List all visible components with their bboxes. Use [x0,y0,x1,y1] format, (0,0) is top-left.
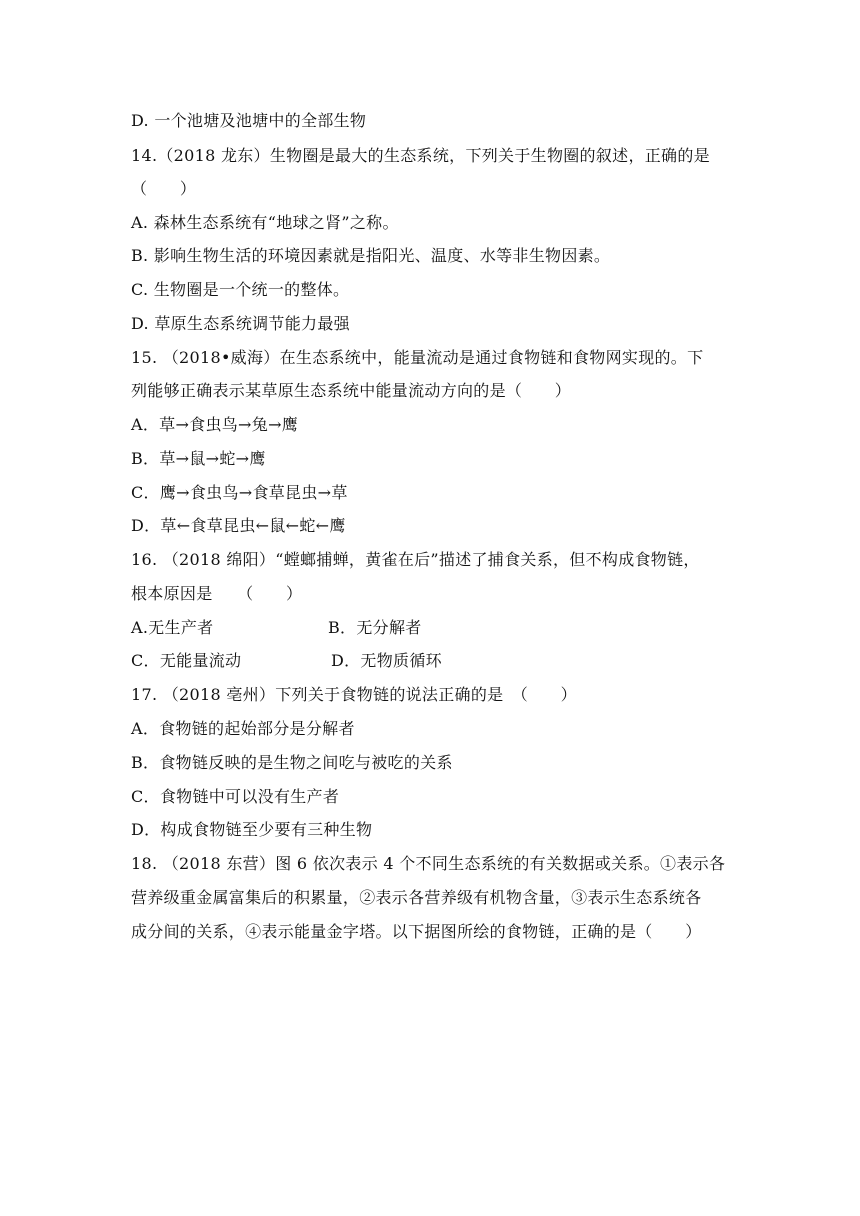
q17-stem: 17. （2018 亳州）下列关于食物链的说法正确的是 （ ） [131,685,577,704]
q15-option-c: C．鹰→食虫鸟→食草昆虫→草 [131,483,348,502]
q14-option-b: B. 影响生物生活的环境因素就是指阳光、温度、水等非生物因素。 [131,246,611,265]
q15-stem-line-1: 15. （2018•威海）在生态系统中，能量流动是通过食物链和食物网实现的。下 [131,348,704,367]
q16-stem-line-2: 根本原因是 （ ） [131,584,303,603]
q14-option-c: C. 生物圈是一个统一的整体。 [131,280,350,299]
q14-stem-line-2: （ ） [131,179,197,198]
q16-stem-line-1: 16. （2018 绵阳）“螳螂捕蝉，黄雀在后”描述了捕食关系，但不构成食物链， [131,550,700,569]
q14-stem-line-1: 14.（2018 龙东）生物圈是最大的生态系统，下列关于生物圈的叙述，正确的是 [131,146,710,165]
q17-option-a: A．食物链的起始部分是分解者 [131,719,355,738]
q18-stem-line-1: 18. （2018 东营）图 6 依次表示 4 个不同生态系统的有关数据或关系。①表示各 [131,854,726,873]
q16-option-c: C．无能量流动 [131,651,242,670]
q18-stem-line-3: 成分间的关系，④表示能量金字塔。以下据图所绘的食物链，正确的是（ ） [131,922,702,941]
q17-option-b: B．食物链反映的是生物之间吃与被吃的关系 [131,753,453,772]
q15-option-d: D．草←食草昆虫←鼠←蛇←鹰 [131,516,346,535]
q13-option-d: D. 一个池塘及池塘中的全部生物 [131,111,367,130]
q15-stem-line-2: 列能够正确表示某草原生态系统中能量流动方向的是（ ） [131,381,572,400]
q14-option-a: A. 森林生态系统有“地球之肾”之称。 [131,213,399,232]
q16-option-d: D．无物质循环 [331,651,442,670]
q16-option-a: A.无生产者 [131,618,214,637]
q17-option-d: D．构成食物链至少要有三种生物 [131,820,373,839]
q15-option-a: A．草→食虫鸟→兔→鹰 [131,415,299,434]
q15-option-b: B．草→鼠→蛇→鹰 [131,449,266,468]
q17-option-c: C．食物链中可以没有生产者 [131,787,340,806]
q14-option-d: D. 草原生态系统调节能力最强 [131,314,350,333]
q16-option-b: B．无分解者 [328,618,422,637]
q18-stem-line-2: 营养级重金属富集后的积累量，②表示各营养级有机物含量，③表示生态系统各 [131,888,702,907]
